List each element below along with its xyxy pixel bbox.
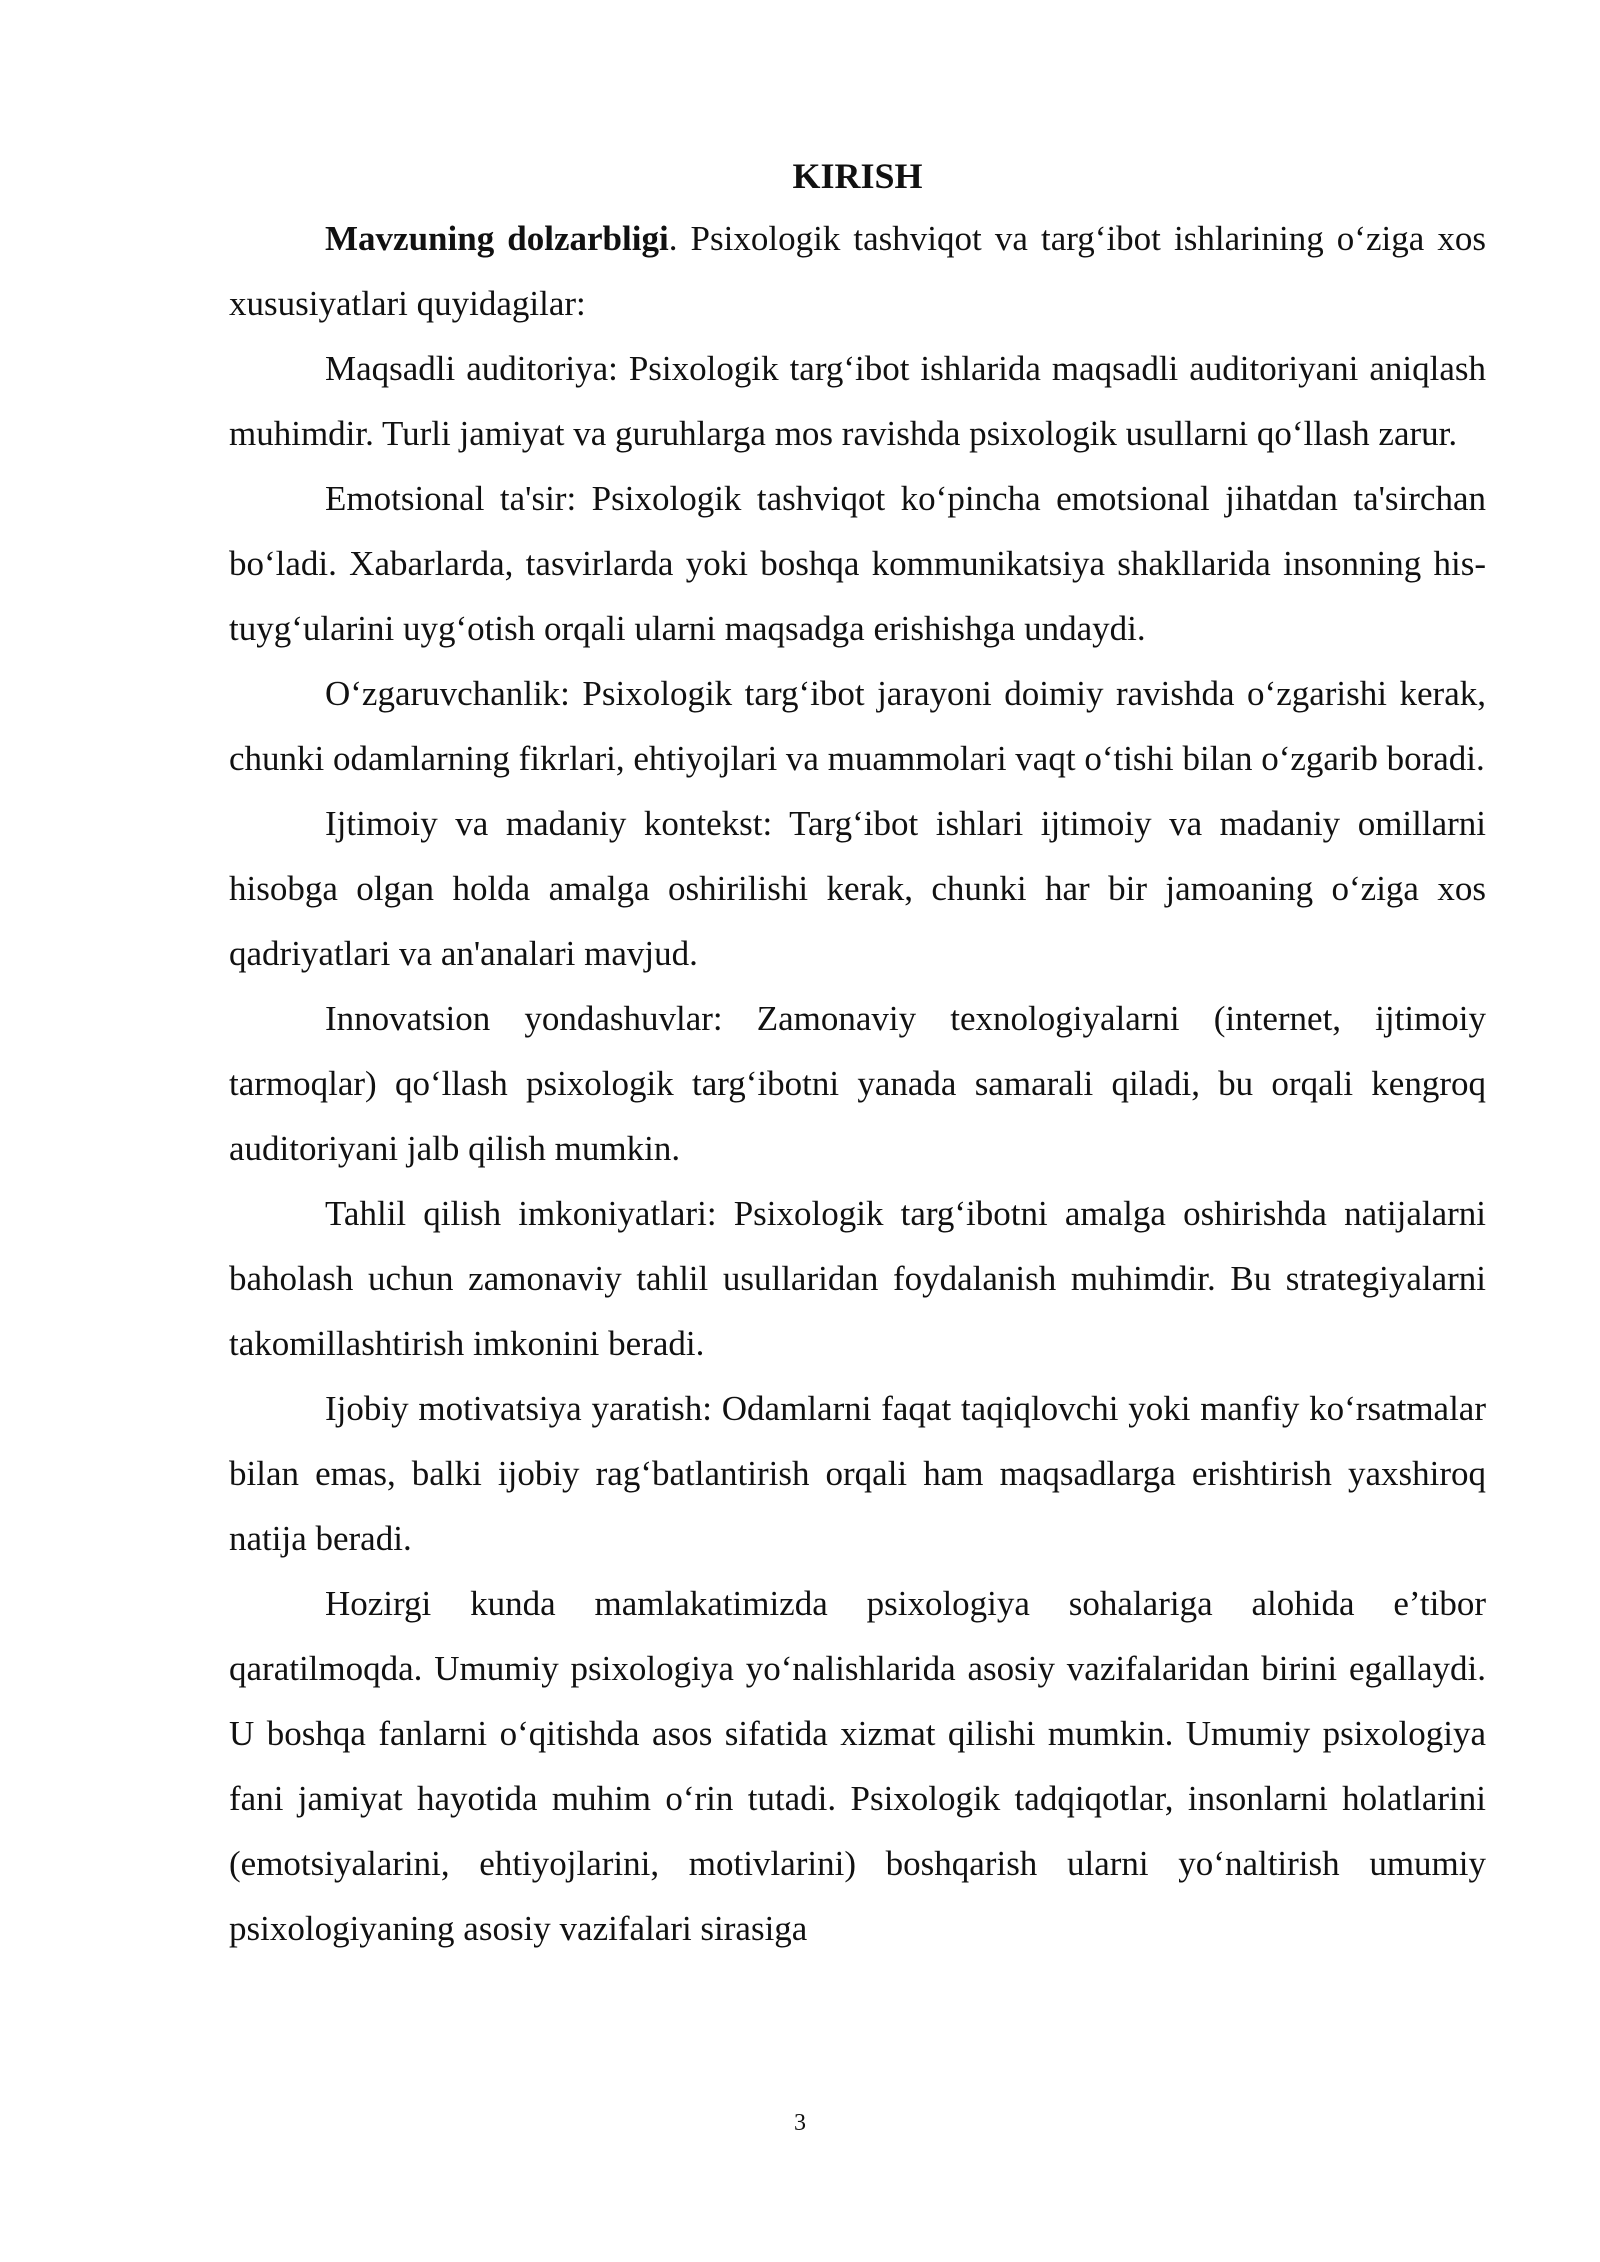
intro-paragraph [229, 206, 1486, 336]
page-heading: KIRISH [792, 156, 923, 196]
paragraph-maqsadli-auditoriya: Maqsadli auditoriya: Psixologik targ‘ibot ishlarida maqsadli auditoriyani aniqlash muhimdir. Turli jamiyat va guruhlarga mos ravishda psixologik usullarni qo‘llash zarur. [229, 349, 1486, 453]
paragraph-ozgaruvchanlik: O‘zgaruvchanlik: Psixologik targ‘ibot jarayoni doimiy ravishda o‘zgarishi kerak, chunki odamlarning fikrlari, ehtiyojlari va muammolari vaqt o‘tishi bilan o‘zgarib boradi. [229, 674, 1486, 778]
paragraph-ijtimoiy-madaniy-kontekst: Ijtimoiy va madaniy kontekst: Targ‘ibot ishlari ijtimoiy va madaniy omillarni hisobga olgan holda amalga oshirilishi kerak, chunki har bir jamoaning o‘ziga xos qadriyatlari va an'analari mavjud. [229, 804, 1486, 973]
paragraph-hozirgi-kunda: Hozirgi kunda mamlakatimizda psixologiya sohalariga alohida e’tibor qaratilmoqda. Umumiy psixologiya yo‘nalishlarida asosiy vazifalaridan birini egallaydi. U boshqa fanlarni o‘qitishda asos sifatida xizmat qilishi mumkin. Umumiy psixologiya fani jamiyat hayotida muhim o‘rin tutadi. Psixologik tadqiqotlar, insonlarni holatlarini (emotsiyalarini, ehtiyojlarini, motivlarini) boshqarish ularni yo‘naltirish umumiy psixologiyaning asosiy vazifalari sirasiga [229, 1584, 1486, 1948]
paragraph-emotsional-tasir: Emotsional ta'sir: Psixologik tashviqot ko‘pincha emotsional jihatdan ta'sirchan bo‘ladi. Xabarlarda, tasvirlarda yoki boshqa kommunikatsiya shakllarida insonning his-tuyg‘ularini uyg‘otish orqali ularni maqsadga erishishga undaydi. [229, 479, 1486, 648]
intro-bold-lead: Mavzuning dolzarbligi [325, 219, 669, 258]
page-body [229, 146, 1486, 1961]
paragraph-innovatsion-yondashuvlar: Innovatsion yondashuvlar: Zamonaviy texnologiyalarni (internet, ijtimoiy tarmoqlar) qo‘llash psixologik targ‘ibotni yanada samarali qiladi, bu orqali kengroq auditoriyani jalb qilish mumkin. [229, 999, 1486, 1168]
paragraph-tahlil-qilish: Tahlil qilish imkoniyatlari: Psixologik targ‘ibotni amalga oshirishda natijalarni baholash uchun zamonaviy tahlil usullaridan foydalanish muhimdir. Bu strategiyalarni takomillashtirish imkonini beradi. [229, 1194, 1486, 1363]
page-number: 3 [794, 2110, 806, 2136]
intro-text: . Psixologik tashviqot va targ‘ibot ishlarining o‘ziga xos xususiyatlari quyidagilar: [229, 219, 1486, 323]
paragraph-ijobiy-motivatsiya: Ijobiy motivatsiya yaratish: Odamlarni faqat taqiqlovchi yoki manfiy ko‘rsatmalar bilan emas, balki ijobiy rag‘batlantirish orqali ham maqsadlarga erishtirish yaxshiroq natija beradi. [229, 1389, 1486, 1558]
